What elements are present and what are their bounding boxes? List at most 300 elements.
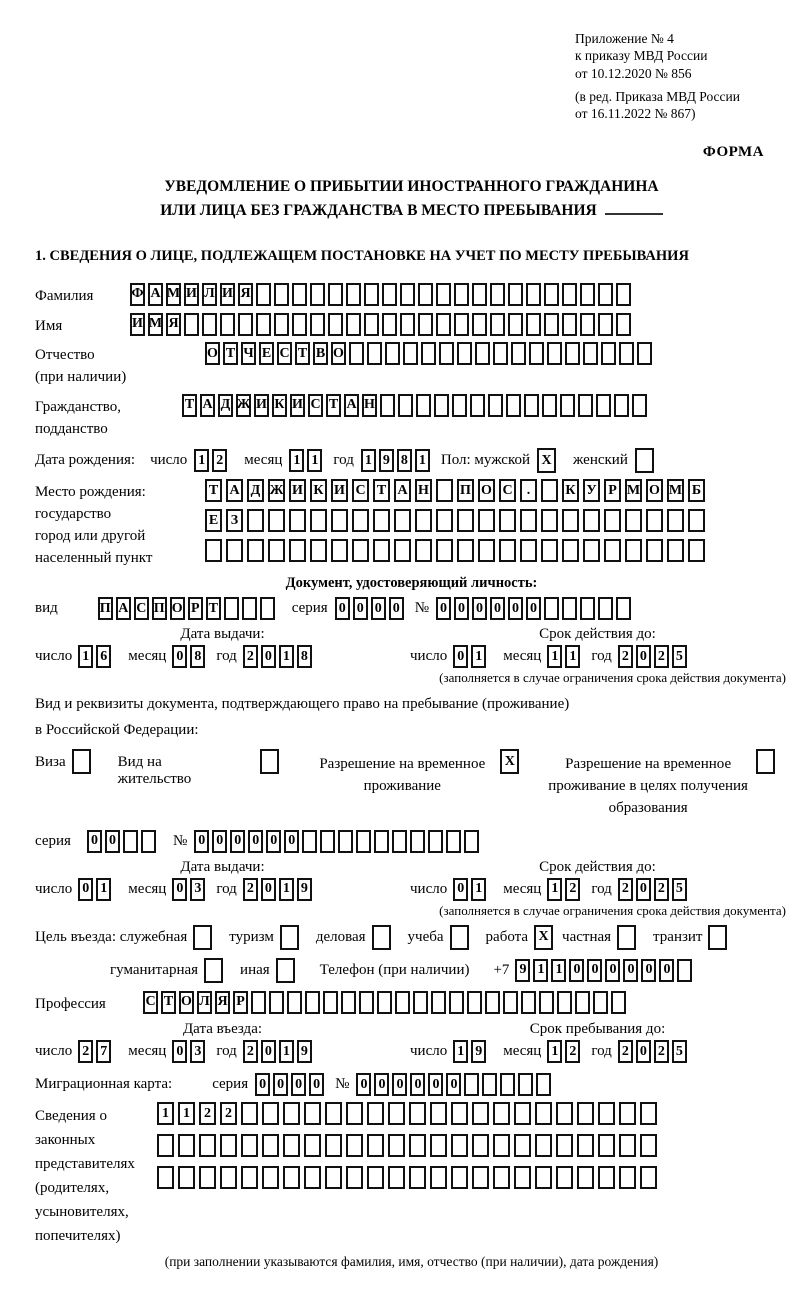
char-box [451,1166,468,1189]
char-box: 1 [471,645,486,668]
char-box: А [148,283,163,306]
char-box: 9 [379,449,394,472]
char-box [289,539,306,562]
char-box [346,1166,363,1189]
char-box: 0 [172,1040,187,1063]
surname-row [35,283,788,308]
char-box [556,1134,573,1157]
char-box: С [308,394,323,417]
char-box [416,394,431,417]
doc-valid-year-boxes [618,645,690,668]
char-box [439,342,454,365]
char-box [646,509,663,532]
char-box: Л [197,991,212,1014]
surname-label: Фамилия [35,287,94,304]
char-box [578,394,593,417]
permit-valid-row [410,878,785,901]
char-box [688,539,705,562]
char-box [403,342,418,365]
char-box [604,509,621,532]
char-box [247,509,264,532]
char-box: 1 [307,449,322,472]
char-box: И [184,283,199,306]
char-box [421,342,436,365]
char-box [356,830,371,853]
char-box [446,830,461,853]
char-box: 0 [526,597,541,620]
guardians-label-line: законных [35,1132,96,1149]
char-box [241,1166,258,1189]
char-box: В [313,342,328,365]
sex-female-checkbox [635,448,657,473]
char-box [226,539,243,562]
char-box [328,313,343,336]
char-box [521,991,536,1014]
char-box [241,1102,258,1125]
char-box [380,394,395,417]
profession-boxes [143,991,629,1014]
char-box: Т [161,991,176,1014]
char-box [565,342,580,365]
permit-issue-heading: Дата выдачи: [180,858,265,875]
char-box: И [331,479,348,502]
char-box: 0 [641,959,656,982]
char-box [220,1166,237,1189]
char-box: 0 [255,1073,270,1096]
char-box [276,958,295,983]
char-box [544,597,559,620]
char-box [436,313,451,336]
char-box: О [179,991,194,1014]
char-box: К [562,479,579,502]
char-box: 5 [672,878,687,901]
char-box [580,597,595,620]
char-box [619,1166,636,1189]
char-box [482,1073,497,1096]
char-box [454,313,469,336]
char-box [367,1166,384,1189]
char-box [310,539,327,562]
char-box [604,539,621,562]
char-box [598,597,613,620]
char-box [436,509,453,532]
sex-male-label: Пол: мужской [440,452,531,469]
char-box [382,283,397,306]
char-box: 8 [297,645,312,668]
char-box [388,1102,405,1125]
char-box [526,283,541,306]
char-box [635,448,654,473]
char-box: 2 [78,1040,93,1063]
char-box: А [344,394,359,417]
char-box [478,509,495,532]
temp-residence-edu-label: Разрешение на временное проживание в целях получения образования [548,756,748,816]
char-box: 0 [410,1073,425,1096]
char-box [598,1134,615,1157]
char-box [436,283,451,306]
char-box: Т [373,479,390,502]
char-box [251,991,266,1014]
char-box [577,1166,594,1189]
char-box [451,1134,468,1157]
char-box: 0 [587,959,602,982]
char-box: 1 [415,449,430,472]
permit-valid-year-label: год [591,880,612,897]
char-box [395,991,410,1014]
char-box: 1 [551,959,566,982]
char-box: М [166,283,181,306]
char-box [331,509,348,532]
char-box [499,539,516,562]
char-box: 2 [212,449,227,472]
char-box [511,342,526,365]
purpose-work-label: работа [485,928,529,945]
char-box [178,1166,195,1189]
permit-number-boxes [194,830,482,853]
entry-month-boxes [172,1040,208,1063]
char-box [398,394,413,417]
char-box [646,539,663,562]
char-box [541,479,558,502]
char-box [241,1134,258,1157]
citizenship-label-line1: Гражданство, [35,398,122,415]
purpose-other-label: иная [240,961,270,978]
char-box: И [289,479,306,502]
stay-year-label: год [591,1043,612,1060]
char-box: . [520,479,537,502]
purpose-study-label: учеба [407,928,444,945]
permit-number-label: № [172,832,188,849]
char-box [508,313,523,336]
doc-issue-year-boxes [243,645,315,668]
purpose-humanitarian-label: гуманитарная [110,961,199,978]
char-box [535,1102,552,1125]
char-box [292,313,307,336]
forma-label: ФОРМА [702,144,764,161]
birth-day-boxes [194,449,230,472]
entry-dates-block [35,1021,788,1063]
guardians-label [35,1102,157,1248]
char-box: М [148,313,163,336]
doc-valid-heading: Срок действия до: [539,626,656,643]
char-box: Д [218,394,233,417]
birthplace-row3-boxes [205,539,709,562]
char-box [472,283,487,306]
char-box [434,394,449,417]
doc-kind-boxes [98,597,278,620]
char-box: 0 [356,1073,371,1096]
char-box [488,394,503,417]
char-box: 3 [190,878,205,901]
char-box [493,1134,510,1157]
patronymic-row [35,342,788,389]
char-box: П [98,597,113,620]
birthplace-label-line2: государство [35,506,112,523]
char-box: И [254,394,269,417]
char-box [514,1102,531,1125]
char-box [346,283,361,306]
char-box [331,539,348,562]
char-box: У [583,479,600,502]
char-box [430,1166,447,1189]
char-box: 2 [243,645,258,668]
char-box: 0 [569,959,584,982]
char-box: 2 [654,645,669,668]
char-box [601,342,616,365]
char-box [637,342,652,365]
char-box: Р [188,597,203,620]
birthdate-label: Дата рождения: [35,452,136,469]
residence-permit-checkbox [260,749,282,774]
char-box: 8 [397,449,412,472]
char-box [72,749,91,774]
char-box: 0 [291,1073,306,1096]
char-box [415,539,432,562]
char-box [593,991,608,1014]
sex-female-label: женский [573,452,628,469]
doc-series-label: серия [291,600,328,617]
char-box [352,509,369,532]
char-box [619,1102,636,1125]
permit-issue-day-boxes [78,878,114,901]
char-box: 0 [392,1073,407,1096]
char-box: 6 [96,645,111,668]
char-box [472,1102,489,1125]
char-box [541,509,558,532]
permit-valid-month-boxes [547,878,583,901]
char-box [269,991,284,1014]
char-box: 1 [533,959,548,982]
char-box [287,991,302,1014]
char-box: 0 [605,959,620,982]
char-box: 0 [194,830,209,853]
char-box [280,925,299,950]
section1-heading: 1. СВЕДЕНИЯ О ЛИЦЕ, ПОДЛЕЖАЩЕМ ПОСТАНОВКЕ НА УЧЕТ ПО МЕСТУ ПРЕБЫВАНИЯ [35,247,689,264]
char-box [503,991,518,1014]
char-box: О [646,479,663,502]
char-box [450,925,469,950]
char-box [562,509,579,532]
char-box [388,1134,405,1157]
char-box: Б [688,479,705,502]
form-title [35,175,788,222]
char-box [409,1166,426,1189]
char-box [640,1102,657,1125]
purpose-business-label: деловая [315,928,366,945]
char-box: Е [259,342,274,365]
birthplace-rows [205,479,788,562]
char-box [304,1134,321,1157]
permit-valid-day-label: число [410,880,448,897]
char-box: Д [247,479,264,502]
char-box: 0 [284,830,299,853]
char-box [562,283,577,306]
char-box: С [134,597,149,620]
char-box [283,1102,300,1125]
birth-day-label: число [150,452,188,469]
char-box [583,342,598,365]
char-box: С [499,479,516,502]
char-box [614,394,629,417]
citizenship-label [35,394,182,441]
char-box [268,539,285,562]
char-box [392,830,407,853]
stay-month-label: месяц [503,1043,542,1060]
doc-valid-day-boxes [453,645,489,668]
char-box: Л [202,283,217,306]
guardians-rows [157,1102,661,1248]
permit-issue-month-boxes [172,878,208,901]
char-box [373,509,390,532]
char-box: 1 [96,878,111,901]
char-box [338,830,353,853]
char-box [157,1134,174,1157]
char-box [409,1134,426,1157]
migration-card-label: Миграционная карта: [35,1076,173,1093]
form-title-line1: УВЕДОМЛЕНИЕ О ПРИБЫТИИ ИНОСТРАННОГО ГРАЖДАНИНА [164,178,659,196]
birth-month-label: месяц [244,452,283,469]
char-box [560,394,575,417]
char-box [506,394,521,417]
doc-dates-block [35,626,788,668]
char-box: С [143,991,158,1014]
char-box: Н [415,479,432,502]
char-box [640,1134,657,1157]
patronymic-label [35,342,205,389]
char-box: Т [223,342,238,365]
residence-permit-label: Вид на жительство [117,754,192,788]
entry-day-boxes [78,1040,114,1063]
char-box: 2 [220,1102,237,1125]
char-box [400,313,415,336]
char-box: Ч [241,342,256,365]
char-box: 0 [261,645,276,668]
char-box [400,283,415,306]
char-box [349,342,364,365]
patronymic-boxes [205,342,655,365]
phone-boxes [515,959,695,982]
permit-valid-note: (заполняется в случае ограничения срока действия документа) [439,902,786,918]
char-box: О [170,597,185,620]
char-box: 0 [78,878,93,901]
char-box [364,313,379,336]
char-box [472,1166,489,1189]
birthdate-row [35,448,788,473]
doc-issue-month-boxes [172,645,208,668]
char-box [341,991,356,1014]
char-box [141,830,156,853]
permit-series-label: серия [35,832,71,849]
char-box: П [457,479,474,502]
char-box: 0 [659,959,674,982]
char-box [667,509,684,532]
char-box: И [220,283,235,306]
char-box: Е [205,509,222,532]
char-box [292,283,307,306]
char-box: 0 [446,1073,461,1096]
char-box: А [394,479,411,502]
char-box: 0 [436,597,451,620]
char-box [418,313,433,336]
char-box: 0 [309,1073,324,1096]
char-box: А [226,479,243,502]
permit-valid-heading: Срок действия до: [539,858,656,875]
doc-number-boxes [436,597,634,620]
entry-year-boxes [243,1040,315,1063]
char-box [616,313,631,336]
char-box: 0 [453,645,468,668]
doc-issue-row [35,645,410,668]
char-box: И [290,394,305,417]
char-box: 1 [471,878,486,901]
char-box: А [116,597,131,620]
char-box [577,1102,594,1125]
char-box [328,283,343,306]
doc-valid-note: (заполняется в случае ограничения срока действия документа) [439,670,786,686]
char-box [352,539,369,562]
char-box [193,925,212,950]
char-box [583,509,600,532]
char-box [470,394,485,417]
purpose-humanitarian-checkbox [204,958,226,983]
char-box: 1 [547,1040,562,1063]
purpose-official-label: Цель въезда: служебная [35,928,188,945]
char-box [436,539,453,562]
char-box [457,509,474,532]
char-box: 0 [454,597,469,620]
char-box [320,830,335,853]
char-box [562,539,579,562]
char-box [467,991,482,1014]
profession-label: Профессия [35,995,106,1012]
char-box: О [478,479,495,502]
visa-label: Виза [35,754,66,771]
char-box: 1 [289,449,304,472]
char-box [464,830,479,853]
char-box: 0 [428,1073,443,1096]
birth-month-boxes [289,449,325,472]
doc-valid-day-label: число [410,648,448,665]
name-label: Имя [35,317,63,334]
char-box [493,1102,510,1125]
permit-valid-month-label: месяц [503,880,542,897]
purpose-row2 [35,958,788,983]
char-box [157,1166,174,1189]
char-box: Я [238,283,253,306]
char-box [199,1166,216,1189]
permit-issue-year-boxes [243,878,315,901]
char-box: М [667,479,684,502]
doc-issue-day-label: число [35,648,73,665]
birthplace-label-line4: населенный пункт [35,549,153,566]
char-box [493,1166,510,1189]
char-box: 0 [105,830,120,853]
char-box [382,313,397,336]
char-box [688,509,705,532]
char-box: X [537,448,556,473]
char-box [310,283,325,306]
char-box: 0 [508,597,523,620]
char-box: 0 [248,830,263,853]
char-box [457,342,472,365]
char-box: С [352,479,369,502]
char-box [430,1134,447,1157]
char-box: 0 [172,645,187,668]
stay-until-heading: Срок пребывания до: [529,1021,666,1038]
char-box [514,1166,531,1189]
char-box: 2 [618,878,633,901]
char-box: З [226,509,243,532]
